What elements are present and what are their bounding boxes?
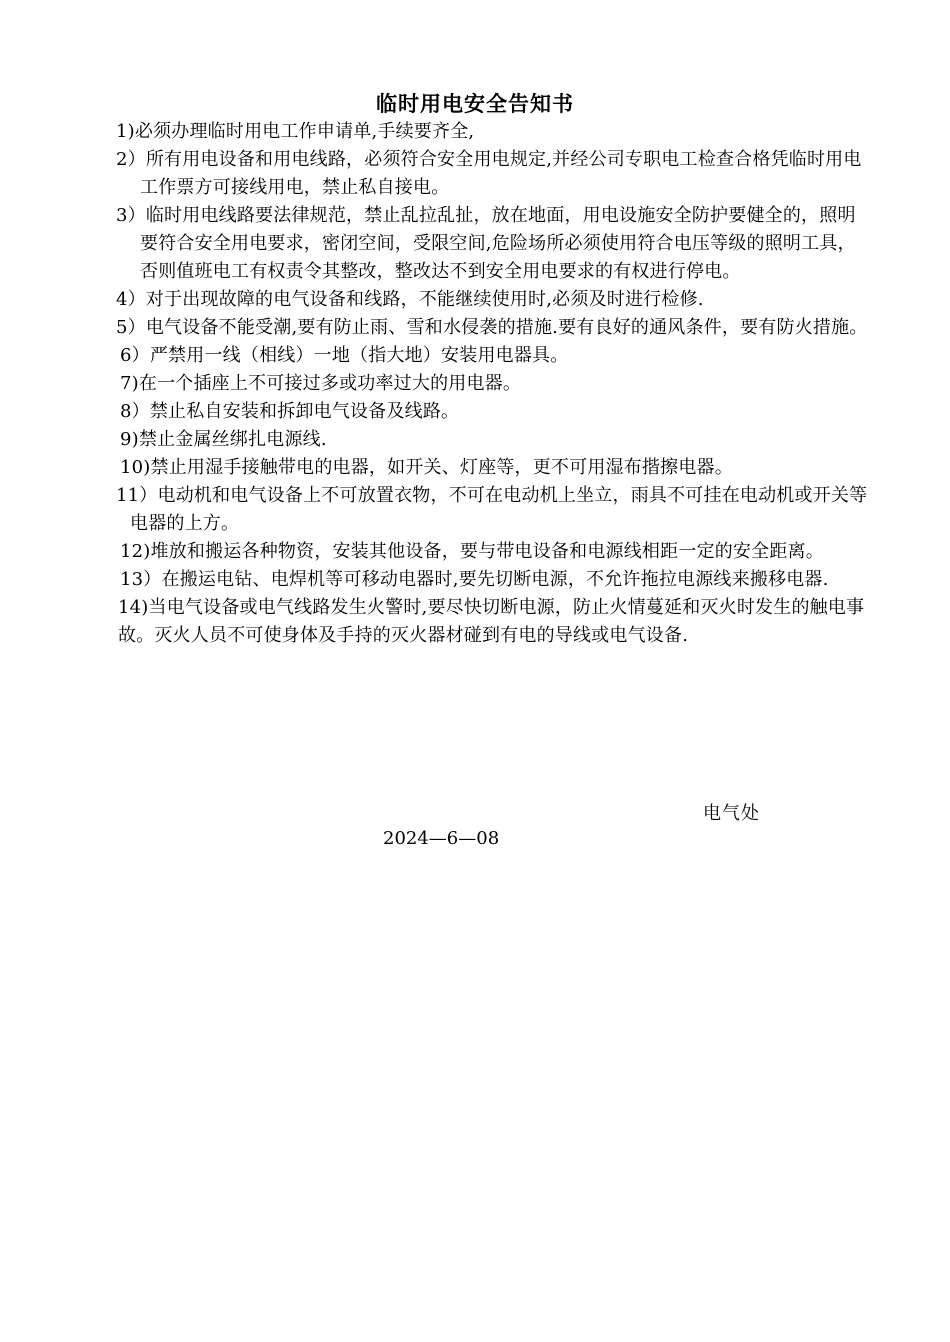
notice-item-4: 4）对于出现故障的电气设备和线路，不能继续使用时,必须及时进行检修.: [116, 289, 704, 310]
issuer-signature: 电气处: [703, 803, 760, 824]
notice-item-6: 6）严禁用一线（相线）一地（指大地）安装用电器具。: [120, 345, 569, 366]
notice-item-8: 8）禁止私自安装和拆卸电气设备及线路。: [120, 401, 460, 422]
notice-item-11: 11）电动机和电气设备上不可放置衣物，不可在电动机上坐立，雨具不可挂在电动机或开关等电器的上方。: [116, 485, 868, 534]
notice-item-2: 2）所有用电设备和用电线路，必须符合安全用电规定,并经公司专职电工检查合格凭临时用电工作票方可接线用电，禁止私自接电。: [116, 149, 862, 198]
notice-item-10: 10)禁止用湿手接触带电的电器，如开关、灯座等，更不可用湿布揩擦电器。: [120, 457, 733, 478]
notice-item-13: 13）在搬运电钻、电焊机等可移动电器时,要先切断电源，不允许拖拉电源线来搬移电器.: [120, 569, 829, 590]
notice-items: [0, 118, 950, 650]
notice-item-9: 9)禁止金属丝绑扎电源线.: [120, 429, 327, 450]
notice-item-1: 1)必须办理临时用电工作申请单,手续要齐全,: [116, 121, 475, 142]
notice-item-14: 14)当电气设备或电气线路发生火警时,要尽快切断电源，防止火情蔓延和灭火时发生的触电事故。灭火人员不可使身体及手持的灭火器材碰到有电的导线或电气设备.: [118, 597, 865, 646]
notice-item-12: 12)堆放和搬运各种物资，安装其他设备，要与带电设备和电源线相距一定的安全距离。: [120, 541, 824, 562]
notice-item-7: 7)在一个插座上不可接过多或功率过大的用电器。: [120, 373, 522, 394]
issue-date: 2024—6—08: [383, 828, 500, 849]
notice-item-3: 3）临时用电线路要法律规范，禁止乱拉乱扯，放在地面，用电设施安全防护要健全的，照明要符合安全用电要求，密闭空间，受限空间,危险场所必须使用符合电压等级的照明工具，否则值班电工有权责令其整改，整改达不到安全用电要求的有权进行停电。: [116, 205, 856, 282]
document-title: 临时用电安全告知书: [376, 91, 574, 116]
notice-item-5: 5）电气设备不能受潮,要有防止雨、雪和水侵袭的措施.要有良好的通风条件，要有防火措施。: [116, 317, 868, 338]
